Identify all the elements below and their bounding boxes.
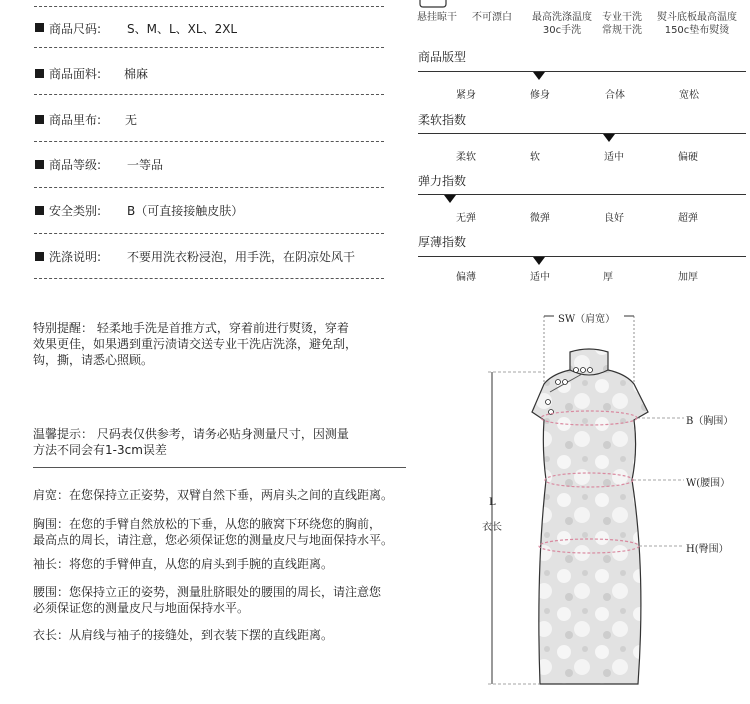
waist-label: W(腰围） <box>686 478 731 489</box>
length-l-label: L <box>489 497 496 508</box>
care-caption <box>472 11 512 24</box>
measure-sleeve <box>33 556 333 572</box>
measure-waist <box>33 584 381 616</box>
measure-line: 腰围：您保持立正的姿势，测量肚脐眼处的腰围的周长，请注意您 <box>33 585 382 599</box>
shoulder-width-label: SW（肩宽） <box>558 314 616 325</box>
bullet-icon <box>35 160 44 169</box>
spec-label-size: 商品尺码: <box>49 22 102 36</box>
divider <box>34 47 384 48</box>
selected-marker-icon <box>444 195 456 203</box>
measure-shoulder <box>33 487 393 503</box>
care-caption-line: 专业干洗 <box>602 12 642 23</box>
scale-line <box>418 194 746 195</box>
care-caption <box>597 11 647 37</box>
measure-line: 袖长：将您的手臂伸直，从您的肩头到手腕的直线距离。 <box>33 557 334 571</box>
scale-option: 紧身 <box>456 90 476 101</box>
spec-label-safety: 安全类别: <box>49 204 102 218</box>
notice-line: 特别提醒： 轻柔地手洗是首推方式，穿着前进行熨烫，穿着 <box>33 321 349 335</box>
care-caption-line: 不可漂白 <box>472 12 512 23</box>
measure-line: 肩宽：在您保持立正姿势，双臂自然下垂，两肩头之间的直线距离。 <box>33 488 394 502</box>
spec-value-size: S、M、L、XL、2XL <box>127 22 238 36</box>
scale-title: 柔软指数 <box>418 113 467 127</box>
spec-value-lining: 无 <box>125 113 138 127</box>
scale-option: 微弹 <box>530 213 550 224</box>
hang-dry-icon <box>418 0 448 8</box>
tip-line: 方法不同会有1-3cm误差 <box>33 443 167 457</box>
measure-length <box>33 627 333 643</box>
bullet-icon <box>35 252 44 261</box>
scale-title: 商品版型 <box>418 50 467 64</box>
care-caption <box>652 11 742 37</box>
scale-option: 合体 <box>605 90 625 101</box>
scale-option: 修身 <box>530 90 550 101</box>
care-caption-line: 悬挂晾干 <box>417 12 457 23</box>
care-caption <box>528 11 596 37</box>
care-caption-line: 常规干洗 <box>602 25 642 36</box>
spec-value-washing: 不要用洗衣粉浸泡，用手洗，在阴凉处风干 <box>127 250 356 264</box>
scale-line <box>418 133 746 134</box>
divider <box>34 94 384 95</box>
scale-option: 适中 <box>530 272 550 283</box>
scale-title: 厚薄指数 <box>418 235 467 249</box>
care-caption-line: 150c垫布熨烫 <box>664 25 730 36</box>
care-caption-line: 熨斗底板最高温度 <box>657 12 737 23</box>
measure-line: 胸围：在您的手臂自然放松的下垂，从您的腋窝下环绕您的胸前， <box>33 517 382 531</box>
bullet-icon <box>35 206 44 215</box>
spec-label-washing: 洗涤说明: <box>49 250 102 264</box>
divider <box>34 187 384 188</box>
scale-title: 弹力指数 <box>418 174 467 188</box>
size-tip <box>33 426 349 458</box>
spec-label-lining: 商品里布: <box>49 113 102 127</box>
scale-option: 宽松 <box>679 90 699 101</box>
scale-option: 软 <box>530 152 540 163</box>
scale-line <box>418 256 746 257</box>
measure-bust <box>33 516 393 548</box>
hip-label: H(臀围） <box>686 544 729 555</box>
divider <box>34 6 384 7</box>
spec-value-grade: 一等品 <box>127 158 164 172</box>
notice-line: 钩，撕，请悉心照顾。 <box>33 353 154 367</box>
scale-option: 超弹 <box>678 213 698 224</box>
care-caption-line: 30c手洗 <box>542 25 582 36</box>
bullet-icon <box>35 115 44 124</box>
scale-option: 加厚 <box>678 272 698 283</box>
divider <box>33 467 406 468</box>
bust-label: B（胸围） <box>686 416 734 427</box>
tip-line: 温馨提示： 尺码表仅供参考，请务必贴身测量尺寸，因测量 <box>33 427 349 441</box>
scale-option: 良好 <box>604 213 624 224</box>
divider <box>34 233 384 234</box>
divider <box>34 278 384 279</box>
selected-marker-icon <box>603 134 615 142</box>
length-label: 衣长 <box>482 522 502 533</box>
divider <box>34 141 384 142</box>
notice-line: 效果更佳，如果遇到重污渍请交送专业干洗店洗涤，避免刮， <box>33 337 358 351</box>
spec-value-safety: B（可直接接触皮肤） <box>127 204 244 218</box>
scale-option: 适中 <box>604 152 624 163</box>
special-notice <box>33 320 357 368</box>
scale-option: 柔软 <box>456 152 476 163</box>
measure-line: 必须保证您的测量皮尺与地面保持水平。 <box>33 601 250 615</box>
spec-label-grade: 商品等级: <box>49 158 102 172</box>
scale-option: 偏薄 <box>456 272 476 283</box>
scale-line <box>418 71 746 72</box>
qipao-dress-image <box>478 300 750 704</box>
selected-marker-icon <box>533 257 545 265</box>
scale-option: 厚 <box>603 272 613 283</box>
bullet-icon <box>35 69 44 78</box>
scale-option: 无弹 <box>456 213 476 224</box>
care-caption <box>417 11 457 24</box>
measure-line: 衣长：从肩线与袖子的接缝处，到衣装下摆的直线距离。 <box>33 628 334 642</box>
spec-value-fabric: 棉麻 <box>124 67 149 81</box>
scale-option: 偏硬 <box>678 152 698 163</box>
spec-label-fabric: 商品面料: <box>49 67 102 81</box>
bullet-icon <box>35 23 44 32</box>
measure-line: 最高点的周长，请注意，您必须保证您的测量皮尺与地面保持水平。 <box>33 533 394 547</box>
selected-marker-icon <box>533 72 545 80</box>
care-caption-line: 最高洗涤温度 <box>532 12 592 23</box>
